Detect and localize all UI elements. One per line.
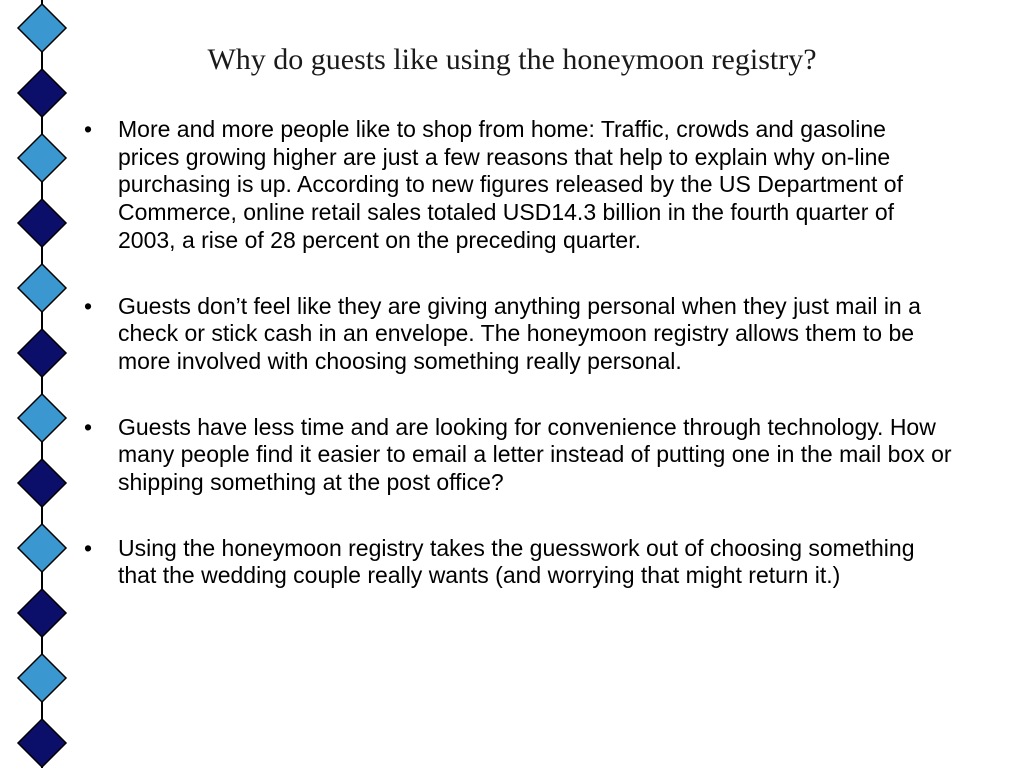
- diamond-dark-icon: [18, 589, 66, 637]
- diamond-dark-icon: [18, 329, 66, 377]
- bullet-list: [72, 116, 952, 628]
- slide-title: Why do guests like using the honeymoon registry?: [207, 43, 817, 76]
- diamond-dark-icon: [18, 719, 66, 767]
- diamond-light-icon: [18, 4, 66, 52]
- bullet-text-3: Guests have less time and are looking for convenience through technology. How many people find it easier to email a letter instead of putting one in the mail box or shipping something at the post office?: [118, 413, 952, 496]
- diamond-light-icon: [18, 394, 66, 442]
- bullet-item-2: [72, 293, 952, 376]
- bullet-marker: •: [84, 413, 93, 440]
- bullet-marker: •: [84, 116, 93, 142]
- bullet-item-4: [72, 535, 952, 590]
- diamond-dark-icon: [18, 69, 66, 117]
- diamond-dark-icon: [18, 199, 66, 247]
- bullet-item-3: [72, 414, 952, 497]
- diamond-light-icon: [18, 654, 66, 702]
- diamond-light-icon: [18, 524, 66, 572]
- bullet-item-1: [72, 116, 952, 255]
- diamond-light-icon: [18, 134, 66, 182]
- diamond-light-icon: [18, 264, 66, 312]
- bullet-text-1: More and more people like to shop from home: Traffic, crowds and gasoline prices growing higher are just a few reasons that help to explain why on-line purchasing is up. According to new figures released by the US Department of Commerce, online retail sales totaled USD14.3 billion in the fourth quarter of 2003, a rise of 28 percent on the preceding quarter.: [118, 116, 903, 253]
- bullet-text-2: Guests don’t feel like they are giving anything personal when they just mail in a check or stick cash in an envelope. The honeymoon registry allows them to be more involved with choosing something really personal.: [118, 292, 921, 374]
- bullet-marker: •: [84, 534, 93, 561]
- diamond-dark-icon: [18, 459, 66, 507]
- bullet-text-4: Using the honeymoon registry takes the guesswork out of choosing something that the wedding couple really wants (and worrying that might return it.): [118, 534, 915, 589]
- bullet-marker: •: [84, 292, 93, 319]
